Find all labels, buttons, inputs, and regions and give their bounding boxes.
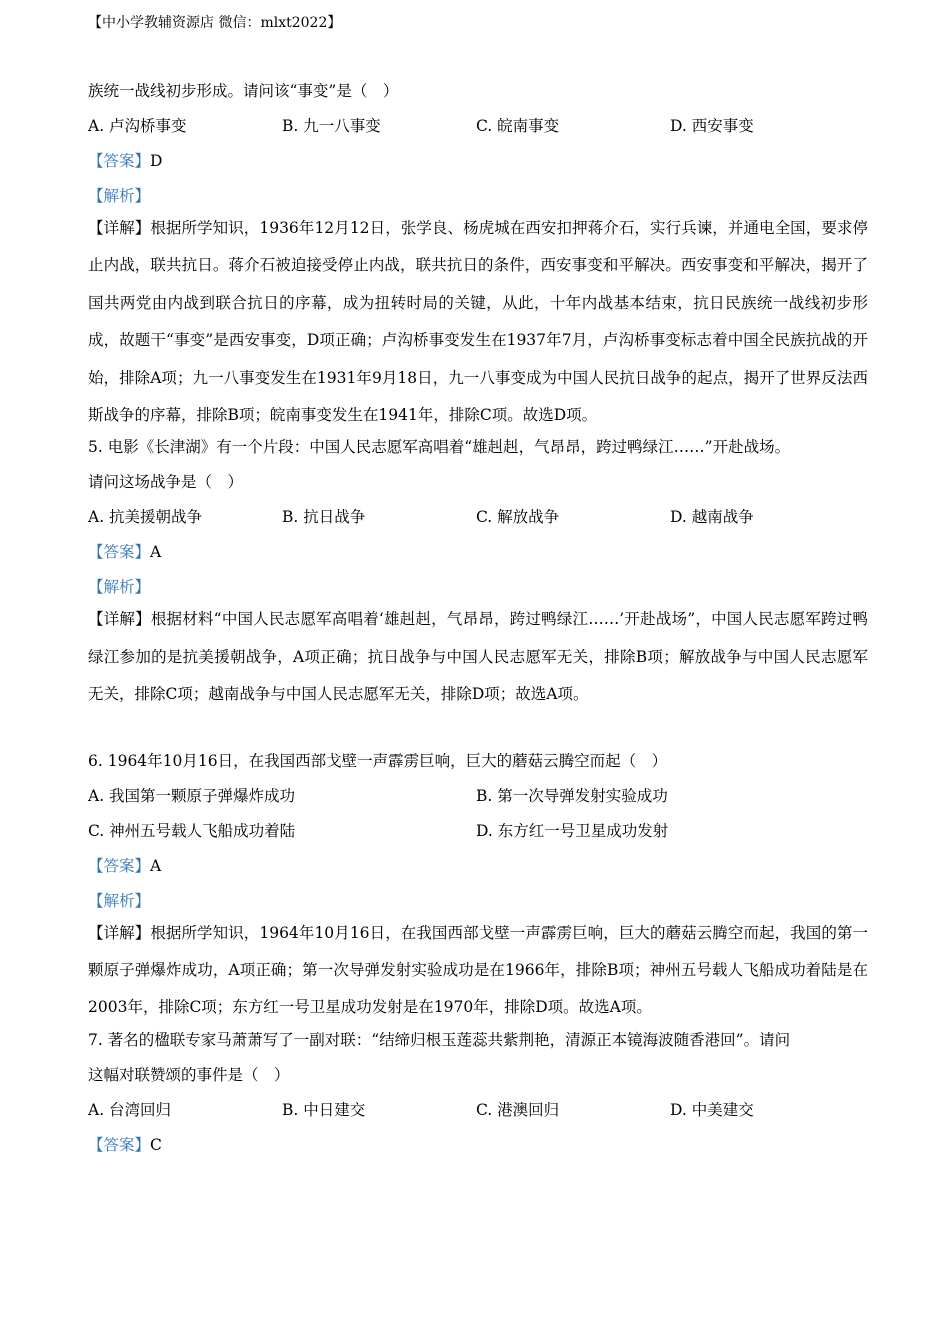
- detail-tag: 【详解】: [88, 219, 151, 237]
- answer-tag: 【答案】: [88, 152, 151, 170]
- q5-stem-line2: 请问这场战争是（ ）: [88, 473, 244, 492]
- q6-option-c: C. 神州五号载人飞船成功着陆: [88, 821, 296, 840]
- q4-stem: 族统一战线初步形成。请问该“事变”是（ ）: [88, 82, 399, 100]
- q5-stem-line1: 5. 电影《长津湖》有一个片段：中国人民志愿军高唱着“雄赳赳，气昂昂，跨过鸭绿江……”开赴战场。: [88, 438, 791, 457]
- page-header: 【中小学教辅资源店 微信：mlxt2022】: [88, 15, 342, 31]
- q7-option-d: D. 中美建交: [670, 1100, 754, 1119]
- q5-answer: [88, 539, 868, 574]
- q5-detail: [88, 601, 868, 713]
- analysis-tag: 【解析】: [88, 891, 151, 910]
- q6-option-d: D. 东方红一号卫星成功发射: [476, 821, 669, 840]
- analysis-tag: 【解析】: [88, 578, 151, 597]
- q7-option-b: B. 中日建交: [282, 1100, 366, 1119]
- q4-option-a: A. 卢沟桥事变: [88, 117, 187, 135]
- q6-options-row1: [88, 783, 868, 818]
- q4-detail: [88, 210, 868, 434]
- document-body: [88, 78, 868, 1167]
- q5-answer-value: A: [150, 543, 162, 562]
- q7-options: [88, 1097, 868, 1132]
- analysis-tag: 【解析】: [88, 187, 151, 205]
- spacer: [88, 714, 868, 748]
- answer-tag: 【答案】: [88, 1135, 151, 1154]
- q5-options: [88, 504, 868, 539]
- q6-stem: 6. 1964年10月16日，在我国西部戈壁一声霹雳巨响，巨大的蘑菇云腾空而起（ ）: [88, 751, 668, 770]
- q4-options: [88, 113, 868, 148]
- q7-answer-value: C: [150, 1135, 162, 1154]
- q6-options-row2: [88, 818, 868, 853]
- q5-option-b: B. 抗日战争: [282, 508, 366, 527]
- answer-tag: 【答案】: [88, 856, 151, 875]
- q4-answer: [88, 148, 868, 183]
- q4-option-d: D. 西安事变: [670, 117, 754, 135]
- q7-stem-line2: 这幅对联赞颂的事件是（ ）: [88, 1065, 290, 1084]
- q6-option-a: A. 我国第一颗原子弹爆炸成功: [88, 786, 296, 805]
- detail-tag: 【详解】: [88, 923, 151, 942]
- q5-detail-text: 根据材料“中国人民志愿军高唱着‘雄赳赳，气昂昂，跨过鸭绿江……’开赴战场”，中国人民志愿军跨过鸭绿江参加的是抗美援朝战争，A项正确；抗日战争与中国人民志愿军无关，排除B项；解放战争与中国人民志愿军无关，排除C项；越南战争与中国人民志愿军无关，排除D项；故选A项。: [88, 610, 868, 704]
- q4-option-c: C. 皖南事变: [476, 117, 560, 135]
- q7-option-c: C. 港澳回归: [476, 1100, 560, 1119]
- q7-answer: [88, 1132, 868, 1167]
- q6-option-b: B. 第一次导弹发射实验成功: [476, 786, 668, 805]
- q5-option-c: C. 解放战争: [476, 508, 560, 527]
- q5-option-d: D. 越南战争: [670, 508, 754, 527]
- answer-tag: 【答案】: [88, 543, 151, 562]
- detail-tag: 【详解】: [88, 610, 151, 629]
- q4-detail-text: 根据所学知识，1936年12月12日，张学良、杨虎城在西安扣押蒋介石，实行兵谏，并通电全国，要求停止内战，联共抗日。蒋介石被迫接受停止内战，联共抗日的条件，西安事变和平解决。西安事变和平解决，揭开了国共两党由内战到联合抗日的序幕，成为扭转时局的关键，从此，十年内战基本结束，抗日民族统一战线初步形成，故题干“事变”是西安事变，D项正确；卢沟桥事变发生在1937年7月，卢沟桥事变标志着中国全民族抗战的开始，排除A项；九一八事变发生在1931年9月18日，九一八事变成为中国人民抗日战争的起点，揭开了世界反法西斯战争的序幕，排除B项；皖南事变发生在1941年，排除C项。故选D项。: [88, 219, 868, 425]
- q6-detail-text: 根据所学知识，1964年10月16日，在我国西部戈壁一声霹雳巨响，巨大的蘑菇云腾空而起，我国的第一颗原子弹爆炸成功，A项正确；第一次导弹发射实验成功是在1966年，排除B项；神州五号载人飞船成功着陆是在2003年，排除C项；东方红一号卫星成功发射是在1970年，排除D项。故选A项。: [88, 923, 868, 1017]
- q6-answer: [88, 853, 868, 888]
- q4-answer-value: D: [150, 152, 163, 170]
- q6-detail: [88, 915, 868, 1027]
- q6-answer-value: A: [150, 856, 162, 875]
- q5-option-a: A. 抗美援朝战争: [88, 508, 203, 527]
- q7-stem-line1: 7. 著名的楹联专家马萧萧写了一副对联：“结缔归根玉莲蕊共紫荆艳，清源正本镜海波随香港回”。请问: [88, 1030, 791, 1049]
- q7-option-a: A. 台湾回归: [88, 1100, 172, 1119]
- q4-option-b: B. 九一八事变: [282, 117, 381, 135]
